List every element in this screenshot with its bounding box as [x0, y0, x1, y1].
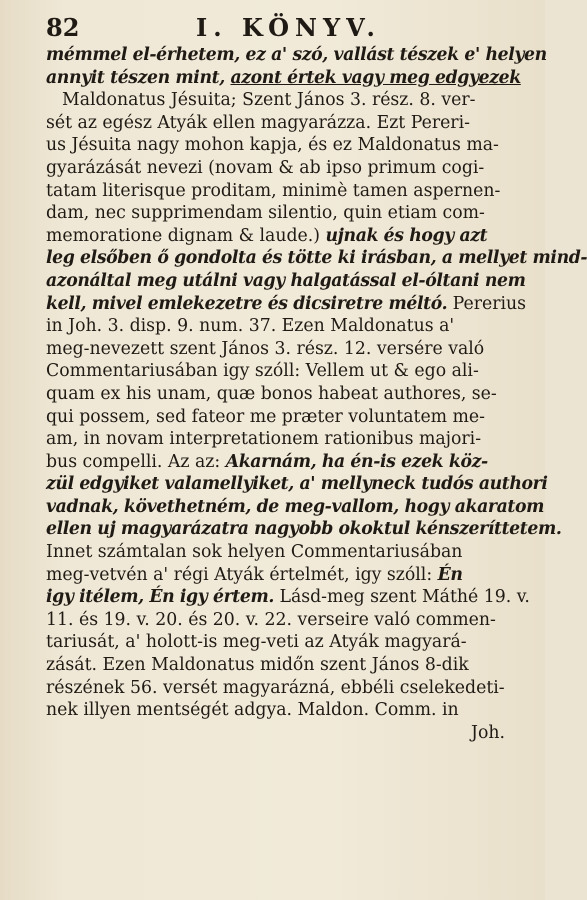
text-line: Commentariusában igy szóll: Vellem ut & ego ali-: [46, 361, 479, 382]
text-line: zását. Ezen Maldonatus midőn szent János 8-dik: [46, 655, 469, 676]
text-line: in Joh. 3. disp. 9. num. 37. Ezen Maldonatus a': [46, 316, 455, 337]
text-line: [46, 293, 527, 316]
text-line: zül edgyiket valamellyiket, a' mellyneck tudós authori: [46, 474, 548, 495]
text-line: qui possem, sed fateor me præter voluntatem me-: [46, 406, 486, 427]
text-line: [46, 564, 511, 587]
running-head: I. KÖNYV.: [196, 13, 381, 42]
text-line: dam, nec supprimendam silentio, quin etiam com-: [46, 203, 485, 224]
italic-segment: ujnak és hogy azt: [325, 225, 488, 246]
text-line: Maldonatus Jésuita; Szent János 3. rész. 8. ver-: [62, 90, 476, 111]
roman-segment: Lásd-meg szent Máthé 19. v.: [273, 587, 530, 608]
body-text: [46, 44, 587, 744]
italic-segment: kell, mivel emlekezetre és dicsiretre méltó.: [46, 293, 448, 314]
text-line: 11. és 19. v. 20. és 20. v. 22. verseire való commen-: [46, 609, 496, 630]
text-line: am, in novam interpretationem rationibus majori-: [46, 429, 482, 450]
text-line: gyarázását nevezi (novam & ab ipso primum cogi-: [46, 157, 485, 178]
text-line: [46, 586, 530, 609]
text-line: quam ex his unam, quæ bonos habeat authores, se-: [46, 383, 497, 404]
italic-segment: annyit tészen mint,: [46, 67, 231, 88]
text-line: nek illyen mentségét adgya. Maldon. Comm. in: [46, 700, 459, 721]
text-line: us Jésuita nagy mohon kapja, és ez Maldonatus ma-: [46, 135, 499, 156]
italic-segment: Én: [437, 564, 463, 585]
text-line: [46, 67, 521, 90]
text-line: [46, 451, 511, 474]
underlined-italic-segment: azont értek vagy meg edgyezek: [230, 67, 521, 88]
page-header: [46, 14, 511, 42]
page-number: 82: [46, 13, 80, 42]
italic-segment: mémmel el-érhetem, ez a' szó, vallást tészek e' helyen: [46, 45, 547, 65]
text-line: [46, 44, 547, 67]
text-line: vadnak, követhetném, de meg-vallom, hogy akaratom: [46, 496, 544, 517]
roman-segment: meg-vetvén a' régi Atyák értelmét, igy szóll:: [46, 564, 438, 585]
roman-segment: memoratione dignam & laude.): [46, 225, 326, 246]
text-line: tatam literisque proditam, minimè tamen aspernen-: [46, 180, 501, 201]
roman-segment: bus compelli. Az az:: [46, 451, 226, 472]
text-line: részének 56. versét magyarázná, ebbéli cselekedeti-: [46, 677, 505, 698]
text-line: ellen uj magyarázatra nagyobb okoktul kénszeríttetem.: [46, 519, 562, 540]
text-line: [46, 225, 511, 248]
text-line: tariusát, a' holott-is meg-veti az Atyák magyará-: [46, 632, 467, 653]
italic-segment: igy itélem, Én igy értem.: [46, 587, 274, 608]
text-line: meg-nevezett szent János 3. rész. 12. versére való: [46, 338, 485, 359]
italic-segment: Akarnám, ha én-is ezek köz-: [225, 451, 488, 472]
text-line: sét az egész Atyák ellen magyarázza. Ezt Pereri-: [46, 112, 470, 133]
text-line: azonáltal meg utálni vagy halgatással el-óltani nem: [46, 270, 526, 291]
text-line: Innet számtalan sok helyen Commentariusában: [46, 542, 463, 563]
text-line-final: Joh.: [471, 722, 505, 743]
text-line: leg elsőben ő gondolta és tötte ki irásban, a mellyet mind-: [46, 248, 587, 269]
roman-segment: Pererius: [447, 293, 527, 314]
